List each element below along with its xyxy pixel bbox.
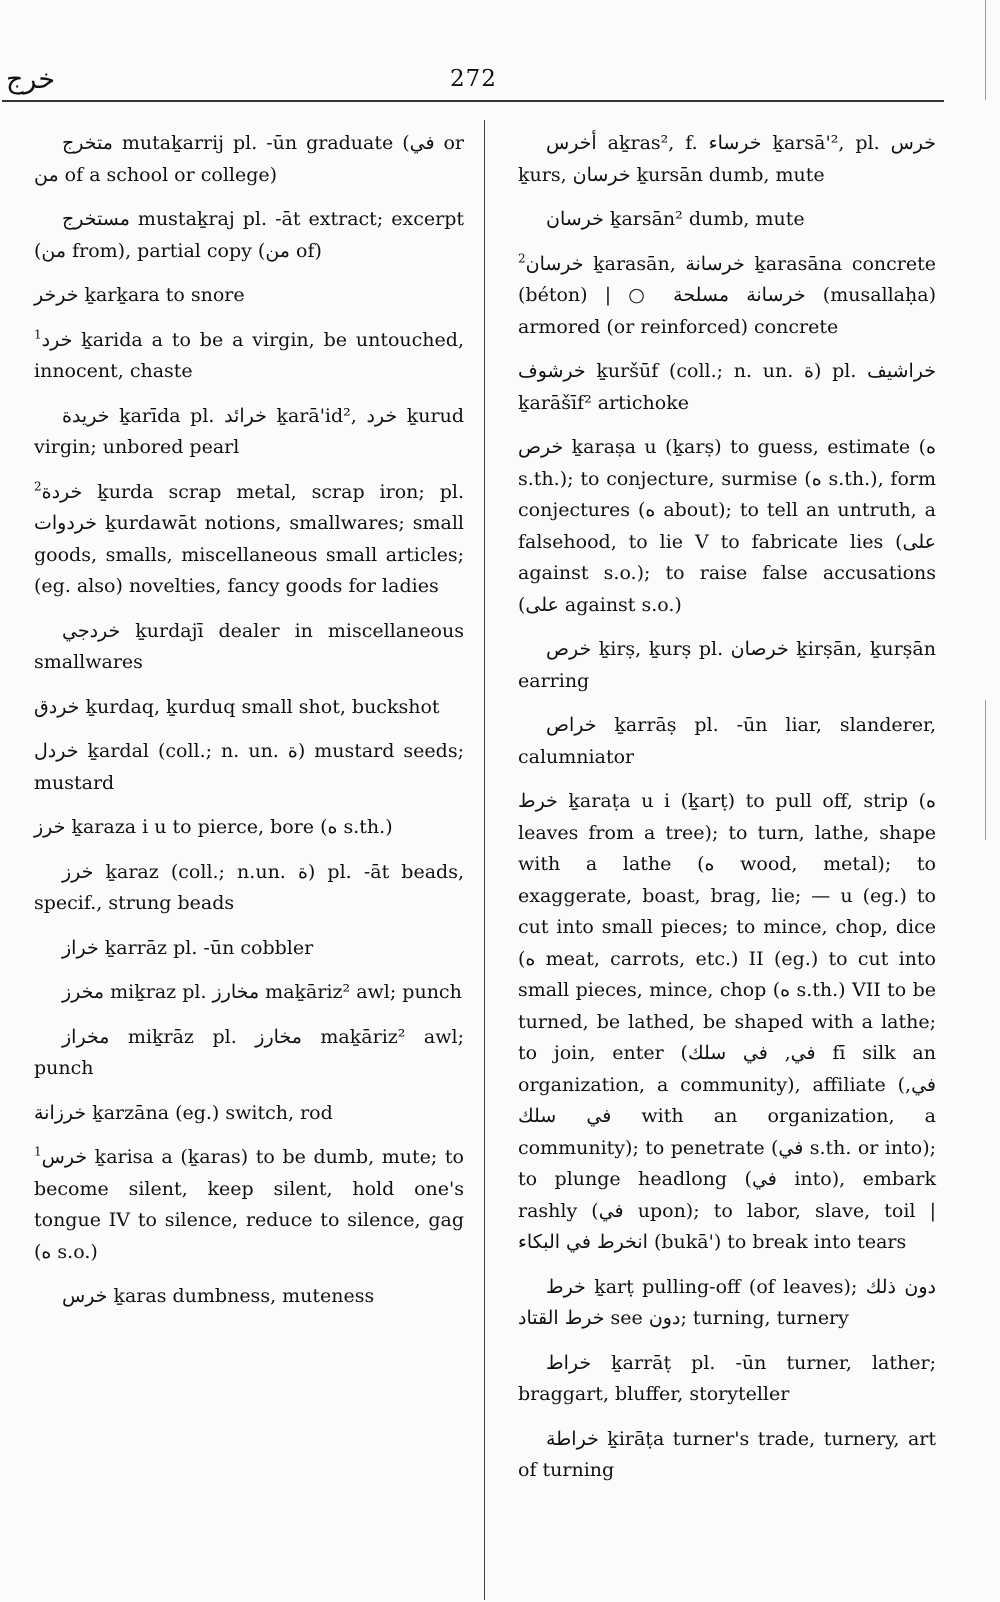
column-divider — [484, 120, 485, 1600]
dictionary-entry — [34, 1142, 464, 1268]
dictionary-entry — [518, 249, 936, 344]
dictionary-entry — [34, 812, 464, 844]
entry-text: خرسان ḵarasān, خرسانة ḵarasāna concrete (béton) | ○ خرسانة مسلحة (musallaḥa) armored (or reinforced) concrete — [518, 252, 936, 338]
entry-text: متخرج mutaḵarrij pl. -ūn graduate (في or من of a school or college) — [34, 132, 464, 186]
dictionary-entry — [34, 692, 464, 724]
entry-text: أخرس aḵras², f. خرساء ḵarsā'², pl. خرس ḵurs, خرسان ḵursān dumb, mute — [518, 132, 937, 186]
homonym-number: 1 — [34, 1144, 42, 1159]
sub-entry — [518, 1424, 936, 1487]
entry-text: خرس ḵaras dumbness, muteness — [62, 1285, 375, 1307]
sub-entry — [518, 1348, 936, 1411]
scan-edge-mark — [985, 700, 986, 840]
dictionary-entry — [34, 736, 464, 799]
sub-entry — [34, 204, 464, 267]
entry-text: خرد ḵarida a to be a virgin, be untouched, innocent, chaste — [34, 328, 464, 382]
entry-text: خرس ḵarisa a (ḵaras) to be dumb, mute; to become silent, keep silent, hold one's tongue IV to silence, reduce to silence, gag (ه s.o.) — [34, 1146, 464, 1263]
entry-text: مستخرج mustaḵraj pl. -āt extract; excerpt (من from), partial copy (من of) — [34, 208, 464, 262]
sub-entry — [518, 634, 936, 697]
dictionary-entry — [34, 280, 464, 312]
sub-entry — [518, 1272, 936, 1335]
entry-text: خردة ḵurda scrap metal, scrap iron; pl. خردوات ḵurdawāt notions, smallwares; small goods, smalls, miscellaneous small articles; (eg. also) novelties, fancy goods for ladies — [34, 480, 464, 597]
entry-text: خرص ḵaraṣa u (ḵarṣ) to guess, estimate (ه s.th.); to conjecture, surmise (ه s.th.), form conjectures (ه about); to tell an untruth, a falsehood, to lie V to fabricate lies (على against s.o.); to raise false accusations (على against s.o.) — [518, 436, 936, 616]
sub-entry — [34, 1022, 464, 1085]
sub-entry — [518, 204, 936, 236]
sub-entry — [34, 933, 464, 965]
dictionary-entry — [518, 356, 936, 419]
entry-text: خراز ḵarrāz pl. -ūn cobbler — [62, 936, 314, 959]
entry-text: مخرز miḵraz pl. مخارز maḵāriz² awl; punch — [62, 981, 462, 1003]
entry-text: خردق ḵurdaq, ḵurduq small shot, buckshot — [34, 695, 440, 718]
entry-text: خرسان ḵarsān² dumb, mute — [546, 208, 805, 230]
entry-text: خرشوف ḵuršūf (coll.; n. un. ة) pl. خراشيف ḵarāšīf² artichoke — [518, 360, 936, 414]
homonym-number: 1 — [34, 327, 42, 342]
right-column — [518, 128, 936, 1500]
sub-entry — [34, 128, 464, 191]
sub-entry — [34, 977, 464, 1009]
entry-text: خرط ḵarṭ pulling-off (of leaves); دون ذلك خرط القتاد see دون; turning, turnery — [518, 1275, 936, 1329]
left-column — [34, 128, 464, 1326]
dictionary-entry — [34, 1098, 464, 1130]
entry-text: خراطة ḵirāṭa turner's trade, turnery, art of turning — [518, 1427, 936, 1481]
sub-entry — [34, 857, 464, 920]
entry-text: خردل ḵardal (coll.; n. un. ة) mustard seeds; mustard — [34, 740, 464, 794]
dictionary-entry — [34, 325, 464, 388]
homonym-number: 2 — [518, 251, 526, 266]
page-header — [0, 60, 1000, 104]
entry-text: خراط ḵarrāṭ pl. -ūn turner, lather; braggart, bluffer, storyteller — [518, 1351, 936, 1405]
running-head: خرج — [6, 64, 56, 95]
entry-text: خردجي ḵurdajī dealer in miscellaneous smallwares — [34, 619, 464, 673]
scan-edge-mark — [985, 0, 986, 100]
sub-entry — [34, 1281, 464, 1313]
entry-text: خرزانة ḵarzāna (eg.) switch, rod — [34, 1101, 333, 1124]
dictionary-entry — [34, 477, 464, 603]
sub-entry — [34, 401, 464, 464]
entry-text: خرص ḵirṣ, ḵurṣ pl. خرصان ḵirṣān, ḵurṣān earring — [518, 638, 936, 692]
entry-text: خرط ḵaraṭa u i (ḵarṭ) to pull off, strip (ه leaves from a tree); to turn, lathe, shape with a lathe (ه wood, metal); to exaggerate, boast, brag, lie; — u (eg.) to cut into small pieces; to mince, chop, dice (ه meat, carrots, etc.) II (eg.) to cut into small pieces, mince, chop (ه s.th.) VII to be turned, be lathed, be shaped with a lathe; to join, enter (في, في سلك fī silk an organization, a community), affiliate (في, في سلك with an organization, a community); to penetrate (في s.th. or into); to plunge headlong (في into), embark rashly (في upon); to labor, slave, toil | انخرط في البكاء (bukā') to break into tears — [518, 790, 937, 1253]
header-rule — [2, 100, 944, 102]
entry-text: مخراز miḵrāz pl. مخارز maḵāriz² awl; punch — [34, 1025, 464, 1079]
entry-text: خراص ḵarrāṣ pl. -ūn liar, slanderer, calumniator — [518, 714, 936, 768]
sub-entry — [518, 710, 936, 773]
entry-text: خريدة ḵarīda pl. خرائد ḵarā'id², خرد ḵurud virgin; unbored pearl — [34, 404, 465, 458]
sub-entry — [518, 128, 936, 191]
entry-text: خرخر ḵarḵara to snore — [34, 284, 245, 306]
homonym-number: 2 — [34, 479, 42, 494]
dictionary-entry — [518, 786, 936, 1259]
entry-text: خرز ḵaraz (coll.; n.un. ة) pl. -āt beads, specif., strung beads — [34, 860, 464, 914]
sub-entry — [34, 616, 464, 679]
entry-text: خرز ḵaraza i u to pierce, bore (ه s.th.) — [34, 816, 393, 838]
page-number: 272 — [450, 66, 497, 92]
dictionary-entry — [518, 432, 936, 621]
